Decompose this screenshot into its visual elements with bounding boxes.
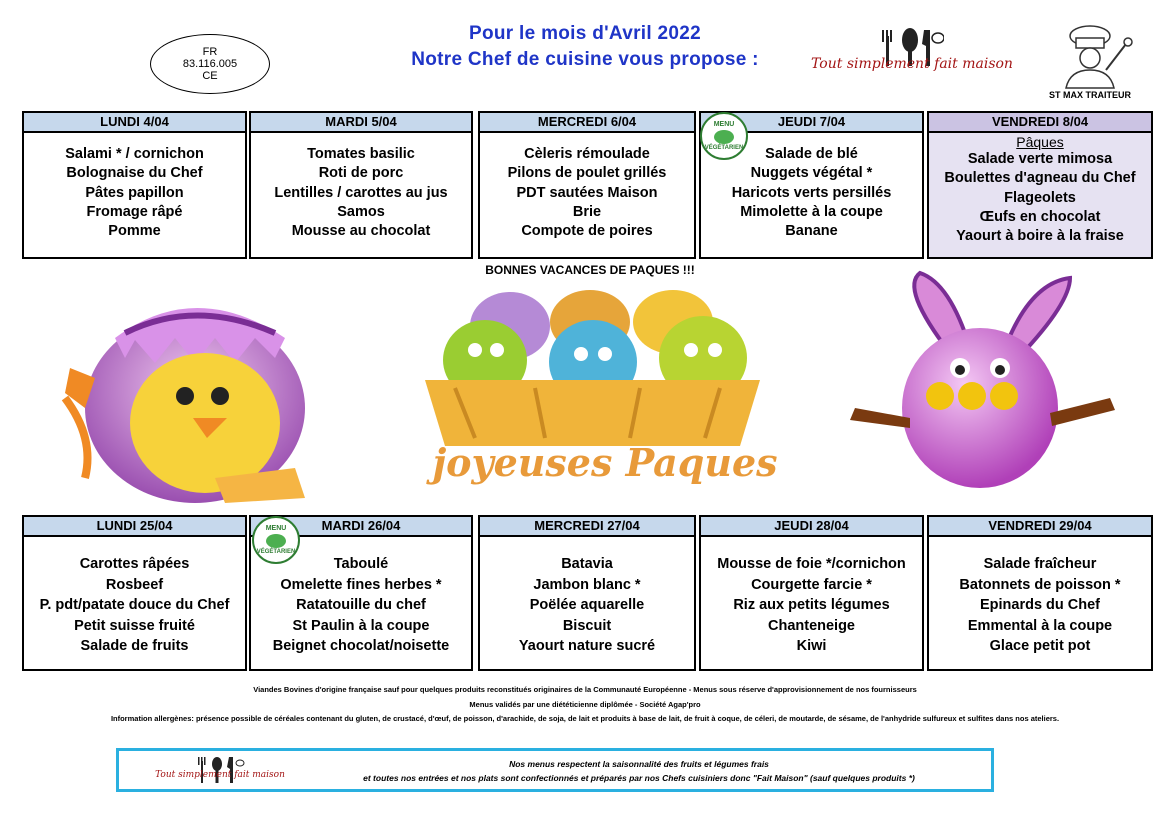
footer-line-1: Nos menus respectent la saisonnalité des fruits et légumes frais — [509, 759, 769, 769]
day-card-lundi-4 — [22, 111, 247, 259]
menu-item: Biscuit — [562, 617, 612, 634]
menu-item: Salade de fruits — [80, 638, 189, 654]
menu-list — [251, 133, 471, 241]
menu-list — [929, 537, 1151, 657]
day-header: MERCREDI 6/04 — [480, 113, 694, 133]
badge-line-3: CE — [202, 70, 218, 82]
vegetarian-menu-badge — [700, 112, 748, 160]
easter-eggs-carton-illustration — [415, 288, 770, 446]
menu-item: Mousse de foie */cornichon — [717, 556, 906, 572]
menu-item: Riz aux petits légumes — [733, 597, 890, 613]
menu-item: Fromage râpé — [86, 203, 183, 220]
menu-item: Tomates basilic — [307, 146, 415, 162]
paques-subtitle: Pâques — [1016, 134, 1064, 150]
fait-maison-footer — [116, 748, 994, 792]
badge-line-1: FR — [202, 46, 218, 58]
page-title: Pour le mois d'Avril 2022 — [468, 23, 701, 44]
vegetarian-menu-badge — [252, 516, 300, 564]
menu-item: Salade fraîcheur — [983, 556, 1097, 572]
menu-item: Lentilles / carottes au jus — [274, 184, 448, 201]
menu-list — [929, 150, 1151, 246]
menu-item: Samos — [337, 203, 385, 220]
veg-badge-bottom: VÉGÉTARIEN — [704, 144, 744, 151]
menu-item: Flageolets — [1004, 189, 1076, 206]
day-header: JEUDI 28/04 — [701, 517, 922, 537]
leaf-icon — [714, 130, 734, 144]
menu-item: St Paulin à la coupe — [292, 617, 430, 634]
menu-item: Carottes râpées — [79, 556, 190, 572]
footer-text — [319, 757, 959, 785]
vacances-banner: BONNES VACANCES DE PAQUES !!! — [485, 263, 695, 277]
day-card-mercredi-6 — [478, 111, 696, 259]
menu-item: Haricots verts persillés — [731, 184, 892, 201]
menu-item: Ratatouille du chef — [296, 597, 426, 613]
menu-item: Banane — [785, 223, 838, 240]
easter-bunny-egg-illustration — [840, 268, 1130, 493]
menu-list — [24, 537, 245, 657]
fr-ce-badge — [150, 34, 270, 94]
page-subtitle: Notre Chef de cuisine vous propose : — [411, 49, 759, 70]
menu-item: Batavia — [561, 556, 613, 572]
day-header: VENDREDI 8/04 — [929, 113, 1151, 133]
menu-item: Beignet chocolat/noisette — [272, 638, 450, 654]
footer-logo — [145, 757, 295, 787]
menu-item: Compote de poires — [521, 223, 653, 240]
menu-item: Chanteneige — [767, 617, 855, 634]
menu-item: Boulettes d'agneau du Chef — [944, 170, 1136, 187]
menu-item: Roti de porc — [318, 165, 404, 182]
day-card-mardi-5 — [249, 111, 473, 259]
veg-badge-top: MENU — [265, 524, 287, 532]
menu-item: Petit suisse fruité — [74, 617, 195, 634]
menu-list — [701, 537, 922, 657]
menu-item: Salade verte mimosa — [967, 151, 1113, 167]
menu-item: Nuggets végétal * — [750, 165, 873, 182]
allergens-note: Information allergènes: présence possible de céréales contenant du gluten, de crustacé, d'œuf, de poisson, d'arachide, de soja, de lait et produits à base de lait, de fruit à coque, de céleri, de moutarde, de sésame, de l'anhydride sulfureux et sulfites dans nos ateliers. — [110, 714, 1060, 723]
day-header: LUNDI 4/04 — [24, 113, 245, 133]
menu-list — [480, 537, 694, 657]
badge-line-2: 83.116.005 — [182, 58, 238, 70]
day-header: VENDREDI 29/04 — [929, 517, 1151, 537]
menu-list — [480, 133, 694, 241]
menu-item: Jambon blanc * — [533, 576, 641, 593]
menu-item: Omelette fines herbes * — [280, 576, 442, 593]
day-card-mercredi-27 — [478, 515, 696, 671]
menu-item: Salade de blé — [765, 146, 858, 162]
menu-item: Epinards du Chef — [979, 597, 1101, 613]
dietitian-note: Menus validés par une diététicienne diplômée - Société Agap'pro — [469, 700, 701, 709]
day-header: JEUDI 7/04 — [701, 113, 922, 133]
menu-list — [24, 133, 245, 241]
day-header: LUNDI 25/04 — [24, 517, 245, 537]
veg-badge-bottom: VÉGÉTARIEN — [256, 548, 296, 555]
menu-item: Mousse au chocolat — [291, 223, 431, 240]
footer-logo-text: Tout simplement fait maison — [155, 770, 285, 780]
chef-icon — [1040, 24, 1140, 90]
menu-item: Batonnets de poisson * — [959, 576, 1121, 593]
menu-item: Poëlée aquarelle — [529, 597, 645, 613]
menu-item: Bolognaise du Chef — [66, 165, 203, 182]
fait-maison-logo-text: Tout simplement fait maison — [811, 56, 1013, 72]
menu-item: Kiwi — [796, 638, 827, 654]
menu-item: Brie — [572, 203, 602, 220]
menu-item: Œufs en chocolat — [979, 208, 1101, 225]
veg-badge-top: MENU — [713, 120, 735, 128]
st-max-traiteur-label: ST MAX TRAITEUR — [1049, 90, 1131, 100]
footer-line-2: et toutes nos entrées et nos plats sont confectionnés et préparés par nos Chefs cuisiniers donc "Fait Maison" (sauf quelques produits *) — [363, 773, 915, 783]
day-header: MARDI 5/04 — [251, 113, 471, 133]
day-card-jeudi-28 — [699, 515, 924, 671]
menu-item: Yaourt nature sucré — [518, 638, 656, 654]
menu-item: Rosbeef — [105, 576, 164, 593]
menu-item: P. pdt/patate douce du Chef — [39, 597, 230, 613]
menu-item: Cèleris rémoulade — [524, 146, 650, 162]
menu-item: Courgette farcie * — [751, 576, 872, 593]
menu-item: Pomme — [108, 223, 161, 240]
menu-item: Salami * / cornichon — [65, 146, 204, 162]
fait-maison-logo — [802, 28, 1022, 88]
menu-item: Mimolette à la coupe — [740, 203, 883, 220]
menu-item: Pilons de poulet grillés — [507, 165, 667, 182]
easter-chick-illustration — [55, 278, 315, 508]
day-header: MARDI 26/04 — [251, 517, 471, 537]
day-card-lundi-25 — [22, 515, 247, 671]
menu-item: Glace petit pot — [989, 638, 1091, 654]
joyeuses-paques-caption: joyeuses Paques — [432, 440, 778, 485]
st-max-traiteur-logo — [1040, 24, 1140, 102]
menu-item: Emmental à la coupe — [967, 617, 1113, 634]
day-header: MERCREDI 27/04 — [480, 517, 694, 537]
menu-item: Taboulé — [333, 556, 389, 572]
menu-item: PDT sautées Maison — [516, 184, 658, 201]
menu-item: Pâtes papillon — [85, 184, 184, 201]
day-card-vendredi-8 — [927, 111, 1153, 259]
leaf-icon — [266, 534, 286, 548]
origin-note: Viandes Bovines d'origine française sauf pour quelques produits reconstitués originaires de la Communauté Européenne - Menus sous réserve d'approvisionnement de nos fournisseurs — [253, 685, 917, 694]
menu-item: Yaourt à boire à la fraise — [956, 228, 1124, 245]
day-card-vendredi-29 — [927, 515, 1153, 671]
